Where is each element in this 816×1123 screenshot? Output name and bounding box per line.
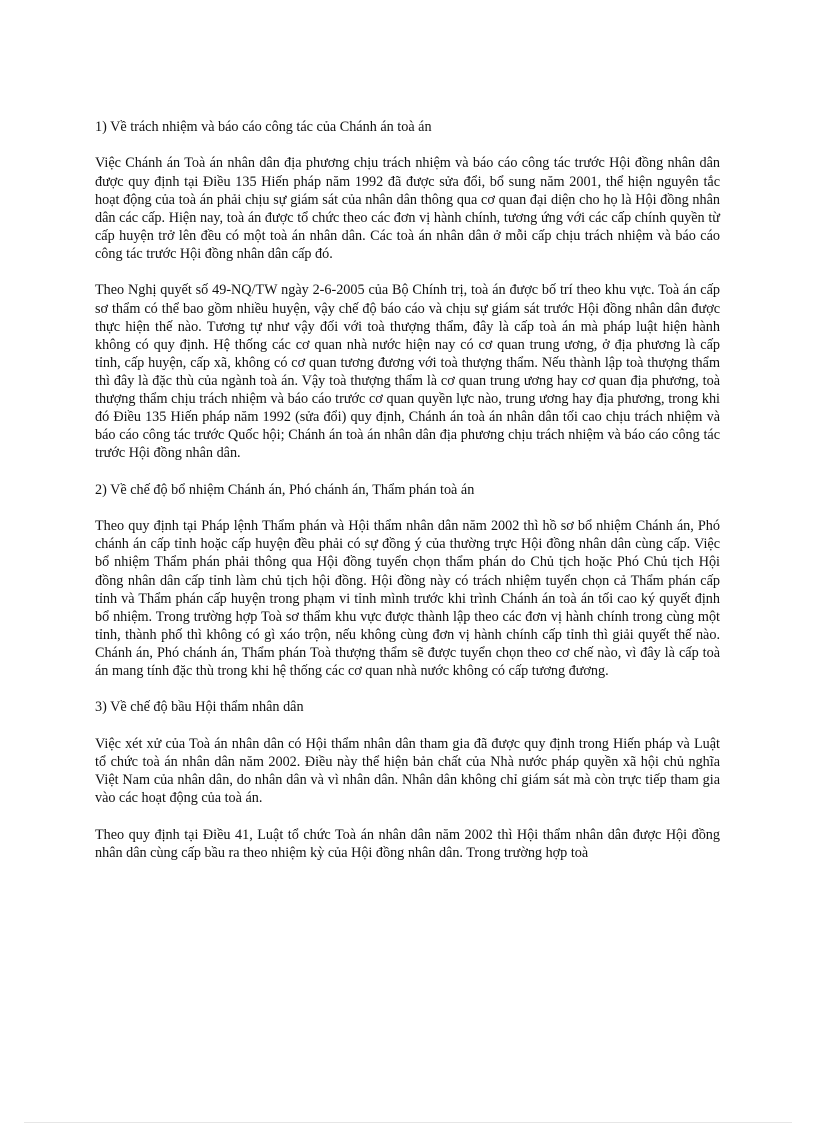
- paragraph-3: Theo quy định tại Pháp lệnh Thẩm phán và Hội thẩm nhân dân năm 2002 thì hồ sơ bổ nhiệm Chánh án, Phó chánh án cấp tỉnh hoặc cấp huyện đều phải có sự đồng ý của thường trực Hội đồng nhân dân cùng cấp. Việc bổ nhiệm Thẩm phán phải thông qua Hội đồng tuyển chọn thẩm phán do Chủ tịch hoặc Phó Chủ tịch Hội đồng nhân dân cấp tỉnh làm chủ tịch hội đồng. Hội đồng này có trách nhiệm tuyển chọn cả Thẩm phán cấp tỉnh và Thẩm phán cấp huyện trong phạm vi tỉnh mình trước khi trình Chánh án toà án tối cao ký quyết định bổ nhiệm. Trong trường hợp Toà sơ thẩm khu vực được thành lập theo các đơn vị hành chính trong cùng một tỉnh, thành phố thì không có gì xáo trộn, nếu không cùng đơn vị hành chính cấp tỉnh thì giải quyết thế nào. Chánh án, Phó chánh án, Thẩm phán Toà thượng thẩm sẽ được tuyển chọn theo cơ chế nào, vì đây là cấp toà án mang tính đặc thù trong khi hệ thống các cơ quan nhà nước không có cấp tương đương.: [95, 518, 720, 679]
- paragraph-gap: [95, 680, 720, 698]
- paragraph-5: Theo quy định tại Điều 41, Luật tổ chức Toà án nhân dân năm 2002 thì Hội thẩm nhân dân được Hội đồng nhân dân cùng cấp bầu ra theo nhiệm kỳ của Hội đồng nhân dân. Trong trường hợp toà: [95, 826, 720, 861]
- paragraph-gap: [95, 462, 720, 480]
- paragraph-gap: [95, 136, 720, 154]
- paragraph-gap: [95, 807, 720, 825]
- paragraph-2: Theo Nghị quyết số 49-NQ/TW ngày 2-6-2005 của Bộ Chính trị, toà án được bố trí theo khu vực. Toà án cấp sơ thẩm có thể bao gồm nhiều huyện, vậy chế độ báo cáo và chịu sự giám sát trước Hội đồng nhân dân được thực hiện thế nào. Tương tự như vậy đối với toà thượng thẩm, đây là cấp toà án mà pháp luật hiện hành không có quy định. Hệ thống các cơ quan nhà nước hiện nay có cơ quan trung ương, ở địa phương là cấp tỉnh, cấp huyện, cấp xã, không có cơ quan tương đương với toà thượng thẩm. Nếu thành lập toà thượng thẩm thì đây là đặc thù của ngành toà án. Vậy toà thượng thẩm là cơ quan trung ương hay cơ quan địa phương, toà thượng thẩm chịu trách nhiệm và báo cáo trước cơ quan quyền lực nào, trung ương hay địa phương, trong khi đó Điều 135 Hiến pháp năm 1992 (sửa đổi) quy định, Chánh án toà án nhân dân tối cao chịu trách nhiệm và báo cáo công tác trước Quốc hội; Chánh án toà án nhân dân địa phương chịu trách nhiệm và báo cáo công tác trước Hội đồng nhân dân.: [95, 282, 720, 462]
- section-heading-3: 3) Về chế độ bầu Hội thẩm nhân dân: [95, 699, 304, 716]
- paragraph-4: Việc xét xử của Toà án nhân dân có Hội thẩm nhân dân tham gia đã được quy định trong Hiến pháp và Luật tổ chức toà án nhân dân năm 2002. Điều này thể hiện bản chất của Nhà nước pháp quyền xã hội chủ nghĩa Việt Nam của nhân dân, do nhân dân và vì nhân dân. Nhân dân không chỉ giám sát mà còn trực tiếp tham gia vào các hoạt động của toà án.: [95, 735, 720, 807]
- paragraph-gap: [95, 499, 720, 517]
- paragraph-1: Việc Chánh án Toà án nhân dân địa phương chịu trách nhiệm và báo cáo công tác trước Hội đồng nhân dân được quy định tại Điều 135 Hiến pháp năm 1992 đã được sửa đổi, bổ sung năm 2001, thể hiện nguyên tắc hoạt động của toà án phải chịu sự giám sát của nhân dân thông qua cơ quan đại diện cho họ là Hội đồng nhân dân các cấp. Hiện nay, toà án được tổ chức theo các đơn vị hành chính, tương ứng với các cấp chính quyền từ cấp huyện trở lên đều có một toà án nhân dân. Các toà án nhân dân ở mỗi cấp chịu trách nhiệm và báo cáo công tác trước Hội đồng nhân dân cấp đó.: [95, 155, 720, 262]
- paragraph-gap: [95, 717, 720, 735]
- section-heading-2: 2) Về chế độ bổ nhiệm Chánh án, Phó chánh án, Thẩm phán toà án: [95, 481, 475, 498]
- section-heading-1: 1) Về trách nhiệm và báo cáo công tác của Chánh án toà án: [95, 119, 432, 135]
- paragraph-gap: [95, 263, 720, 281]
- document-page: [95, 118, 720, 862]
